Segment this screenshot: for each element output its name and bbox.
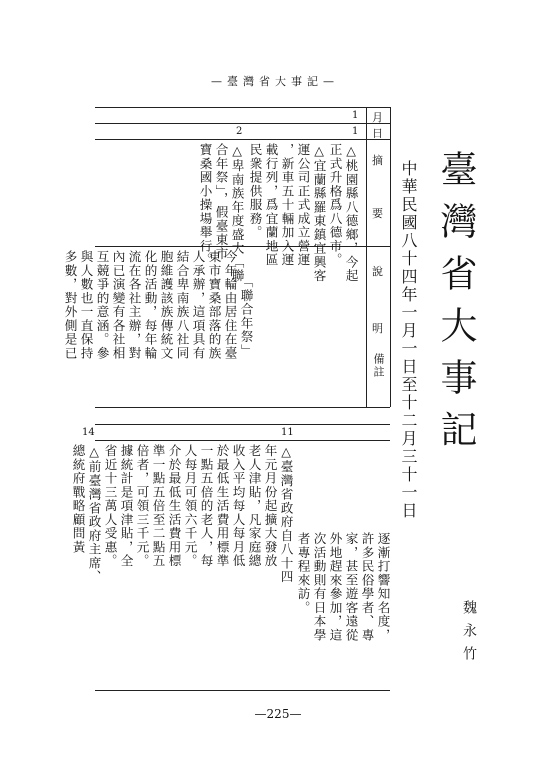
day-label: 日 (372, 127, 383, 140)
notes-line-1: 今年輪由居住在臺 (222, 250, 238, 360)
entry-2-line-3: ，新車五十輛加入運 (279, 143, 295, 267)
page-number: —225— (254, 707, 302, 721)
entry-4-line-5: 於最低生活費用標準 (214, 444, 230, 568)
summary-label-1: 摘 (372, 154, 383, 167)
month-row-rule (95, 123, 390, 124)
notes-continued-line-5: 次活動則有日本學 (311, 532, 327, 642)
notes-line-5: 胞維護該族傳統文 (158, 250, 174, 360)
lower-section-top-rule (95, 424, 390, 425)
notes-line-3: 人承辦，這項具有 (190, 250, 206, 360)
entry-2-line-4: 載行列，爲宜蘭地區 (263, 143, 279, 267)
entry-4-line-4: 收入平均每人每月低 (230, 444, 246, 568)
notes-continued-line-1: 逐漸打響知名度， (375, 532, 391, 642)
summary-label-3: 說 (372, 265, 383, 278)
summary-label-2: 要 (372, 207, 383, 220)
notes-line-8: 內已演變有各社相 (110, 250, 126, 360)
day-row-rule (95, 139, 390, 140)
book-title: 臺灣省大事記 (434, 150, 477, 462)
notes-continued-line-6: 者專程來訪。 (295, 532, 311, 615)
entry-2-line-2: 運公司正式成立營運 (295, 143, 311, 267)
notes-continued-line-4: 外地趕來參加，這 (327, 532, 343, 642)
month-label: 月 (372, 111, 383, 124)
entry-5-line-1: △前臺灣省政府主席、 (86, 444, 102, 584)
entry-4-line-8: 介於最低生活費用標 (166, 444, 182, 568)
notes-line-9: 互競爭的意涵。參 (94, 250, 110, 360)
day-value-14: 14 (82, 427, 95, 438)
lower-day-rule (95, 440, 390, 441)
entry-3-line-2: 合年祭」，假臺東市 (213, 143, 229, 261)
entry-2-line-5: 民衆提供服務。 (247, 143, 263, 240)
entry-3-line-1: △卑南族年度盛大「聯 (229, 143, 245, 283)
notes-line-2: 東市寶桑部落的族 (206, 250, 222, 360)
entry-4-line-6: 一點五倍的老人，每 (198, 444, 214, 568)
entry-3-line-3: 寶桑國小操場舉行。 (197, 143, 213, 267)
lower-section-bottom-rule (95, 690, 390, 691)
month-value: 1 (352, 110, 359, 121)
entry-4-line-12: 省近十三萬人受惠。 (102, 444, 118, 568)
day-value-1: 1 (352, 126, 359, 137)
notes-line-10: 與人數也一直保持 (78, 250, 94, 360)
entry-1-line-1: △桃園縣八德鄉，今起 (343, 143, 359, 283)
right-table-rule (390, 107, 391, 407)
date-range: 中華民國八十四年一月一日至十二月三十一日 (399, 160, 418, 520)
notes-line-11: 多數，對外側是已 (62, 250, 78, 360)
entry-1-line-2: 正式升格爲八德市。 (327, 143, 343, 267)
entry-4-line-9: 準一點五倍至二點五 (150, 444, 166, 568)
notes-continued-line-2: 許多民俗學者、專 (359, 532, 375, 642)
entry-4-line-2: 年元月份起擴大發放 (262, 444, 278, 568)
entry-4-line-7: 人每月可領六千元。 (182, 444, 198, 568)
entry-4-line-10: 倍者，可領三千元。 (134, 444, 150, 568)
entry-4-line-3: 老人津貼，凡家庭總 (246, 444, 262, 568)
notes-line-7: 流在各社主辦，對 (126, 250, 142, 360)
day-value-2: 2 (236, 126, 243, 137)
notes-line-6: 化的活動，每年輪 (142, 250, 158, 360)
notes-line-4: 結合卑南族八社同 (174, 250, 190, 360)
running-header: —臺灣省大事記— (211, 75, 339, 88)
day-value-11: 11 (281, 427, 294, 438)
header-column-rule (366, 107, 367, 407)
notes-heading: 「聯合年祭」 (238, 275, 254, 358)
entry-2-line-1: △宜蘭縣羅東鎮宜興客 (311, 143, 327, 283)
notes-continued-line-3: 家，甚至遊客遠從 (343, 532, 359, 642)
entry-4-line-11: 據統計是項津貼，全 (118, 444, 134, 568)
entry-5-line-2: 總統府戰略顧問黃 (70, 444, 86, 554)
summary-label-4: 明 (372, 322, 383, 335)
table-bottom-rule (95, 407, 390, 408)
table-top-rule (95, 107, 390, 108)
notes-label: 備註 (372, 353, 385, 379)
entry-4-line-1: △臺灣省政府自八十四 (278, 444, 294, 584)
author-name: 魏永竹 (461, 600, 477, 669)
